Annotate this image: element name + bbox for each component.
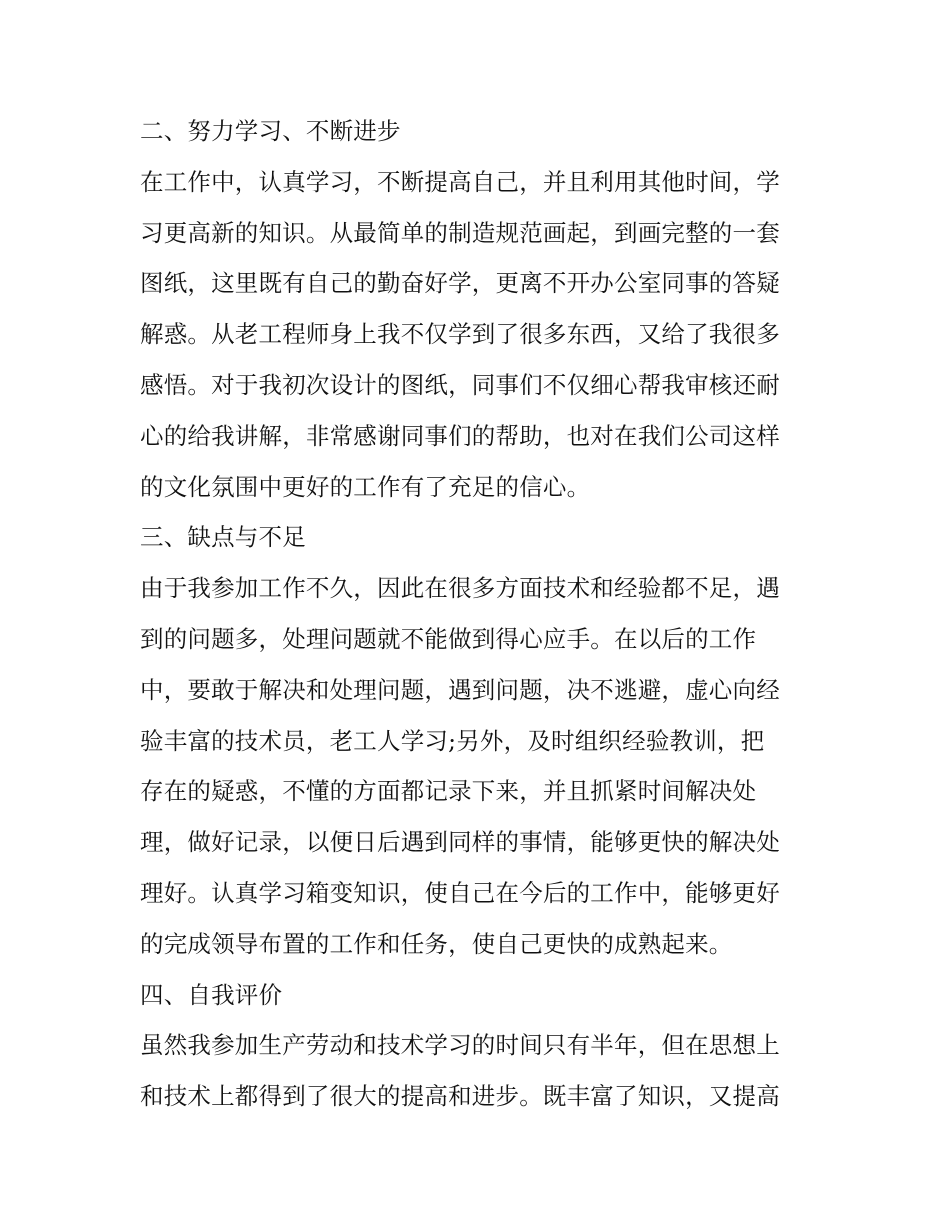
text-line: 由于我参加工作不久，因此在很多方面技术和经验都不足，遇: [140, 574, 780, 603]
section-heading-3: 三、缺点与不足: [140, 523, 306, 552]
text-line: 到的问题多，处理问题就不能做到得心应手。在以后的工作: [140, 624, 757, 653]
text-line: 虽然我参加生产劳动和技术学习的时间只有半年，但在思想上: [140, 1031, 780, 1060]
text-line: 中，要敢于解决和处理问题，遇到问题，决不逃避，虚心向经: [140, 675, 780, 704]
text-line: 存在的疑惑，不懂的方面都记录下来，并且抓紧时间解决处: [140, 777, 757, 806]
text-line: 在工作中，认真学习，不断提高自己，并且利用其他时间，学: [140, 167, 780, 196]
text-line: 理好。认真学习箱变知识，使自己在今后的工作中，能够更好: [140, 878, 780, 907]
text-line: 的文化氛围中更好的工作有了充足的信心。: [140, 472, 591, 501]
text-line: 心的给我讲解，非常感谢同事们的帮助，也对在我们公司这样: [140, 421, 780, 450]
document-body: [140, 106, 812, 1122]
text-line: 图纸，这里既有自己的勤奋好学，更离不开办公室同事的答疑: [140, 269, 780, 298]
text-line: 验丰富的技术员，老工人学习;另外，及时组织经验教训，把: [140, 726, 765, 755]
text-line: 感悟。对于我初次设计的图纸，同事们不仅细心帮我审核还耐: [140, 370, 780, 399]
section-heading-2: 二、努力学习、不断进步: [140, 117, 401, 145]
section-heading-4: 四、自我评价: [140, 980, 283, 1009]
text-line: 和技术上都得到了很大的提高和进步。既丰富了知识，又提高: [140, 1082, 780, 1111]
text-line: 习更高新的知识。从最简单的制造规范画起，到画完整的一套: [140, 218, 780, 247]
text-line: 的完成领导布置的工作和任务，使自己更快的成熟起来。: [140, 929, 733, 958]
text-line: 理，做好记录，以便日后遇到同样的事情，能够更快的解决处: [140, 828, 780, 857]
text-line: 解惑。从老工程师身上我不仅学到了很多东西，又给了我很多: [140, 320, 780, 349]
